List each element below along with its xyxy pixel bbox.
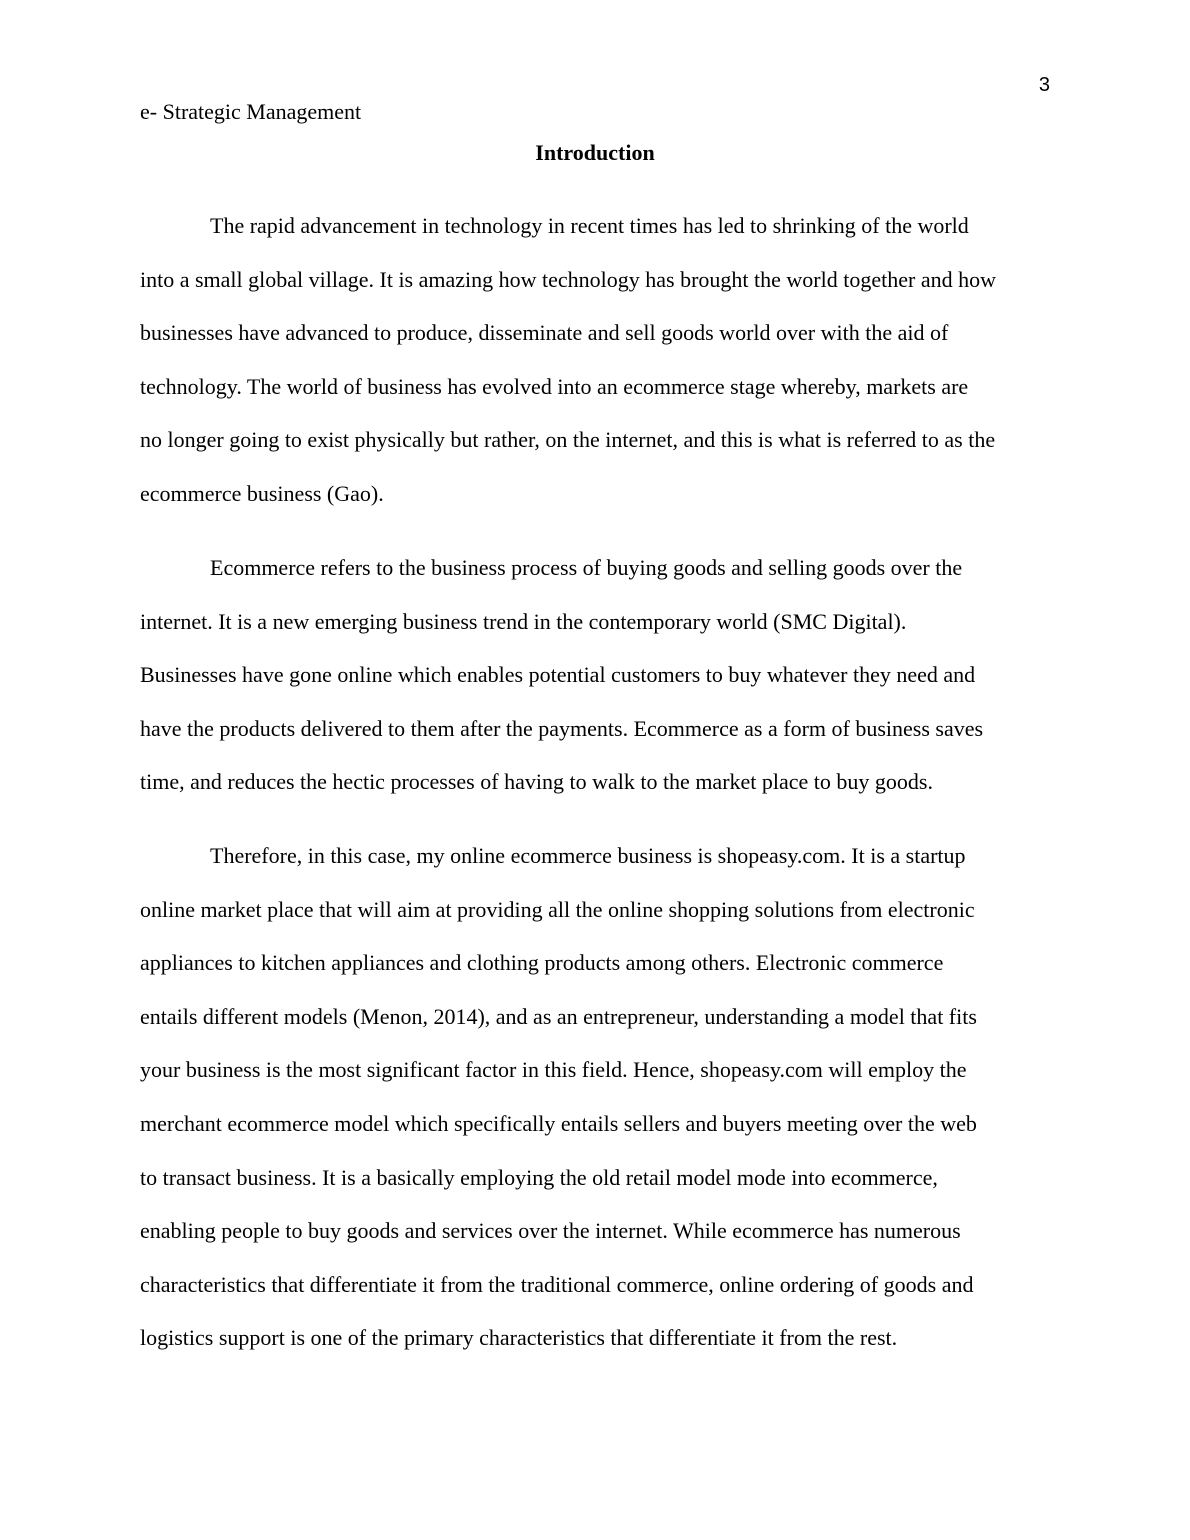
paragraph-line: businesses have advanced to produce, disseminate and sell goods world over with the aid of — [140, 320, 949, 346]
page-number: 3 — [1038, 74, 1050, 96]
paragraph-line: Ecommerce refers to the business process of buying goods and selling goods over the — [210, 555, 963, 580]
paragraph-line: Therefore, in this case, my online ecommerce business is shopeasy.com. It is a startup — [210, 843, 966, 868]
paragraph-line: your business is the most significant factor in this field. Hence, shopeasy.com will employ the — [140, 1057, 967, 1083]
paragraph-3 — [140, 829, 1052, 1365]
paragraph-line: Businesses have gone online which enables potential customers to buy whatever they need and — [140, 662, 976, 688]
paragraph-line: no longer going to exist physically but rather, on the internet, and this is what is referred to as the — [140, 427, 996, 453]
paragraph-line: into a small global village. It is amazing how technology has brought the world together and how — [140, 266, 996, 292]
paragraph-line: have the products delivered to them after the payments. Ecommerce as a form of business saves — [140, 715, 984, 741]
paragraph-1 — [140, 199, 1052, 521]
paragraph-line: to transact business. It is a basically employing the old retail model mode into ecommerce, — [140, 1164, 938, 1190]
paragraph-line: The rapid advancement in technology in recent times has led to shrinking of the world — [210, 213, 969, 238]
paragraph-line: entails different models (Menon, 2014), and as an entrepreneur, understanding a model that fits — [140, 1003, 977, 1029]
paragraph-line: enabling people to buy goods and services over the internet. While ecommerce has numerous — [140, 1218, 961, 1244]
paragraph-line: ecommerce business (Gao). — [140, 480, 384, 506]
paragraph-line: technology. The world of business has evolved into an ecommerce stage whereby, markets are — [140, 373, 969, 399]
paragraph-line: online market place that will aim at providing all the online shopping solutions from electronic — [140, 896, 975, 922]
paragraph-2 — [140, 541, 1052, 809]
running-head: e- Strategic Management — [140, 99, 362, 124]
paragraph-line: internet. It is a new emerging business trend in the contemporary world (SMC Digital). — [140, 608, 907, 634]
section-title: Introduction — [535, 140, 655, 165]
paragraph-line: logistics support is one of the primary characteristics that differentiate it from the rest. — [140, 1325, 898, 1351]
paragraph-line: time, and reduces the hectic processes of having to walk to the market place to buy goods. — [140, 769, 933, 795]
paragraph-line: merchant ecommerce model which specifically entails sellers and buyers meeting over the web — [140, 1110, 977, 1136]
paragraph-line: characteristics that differentiate it from the traditional commerce, online ordering of goods and — [140, 1271, 974, 1297]
paragraph-line: appliances to kitchen appliances and clothing products among others. Electronic commerce — [140, 950, 944, 976]
